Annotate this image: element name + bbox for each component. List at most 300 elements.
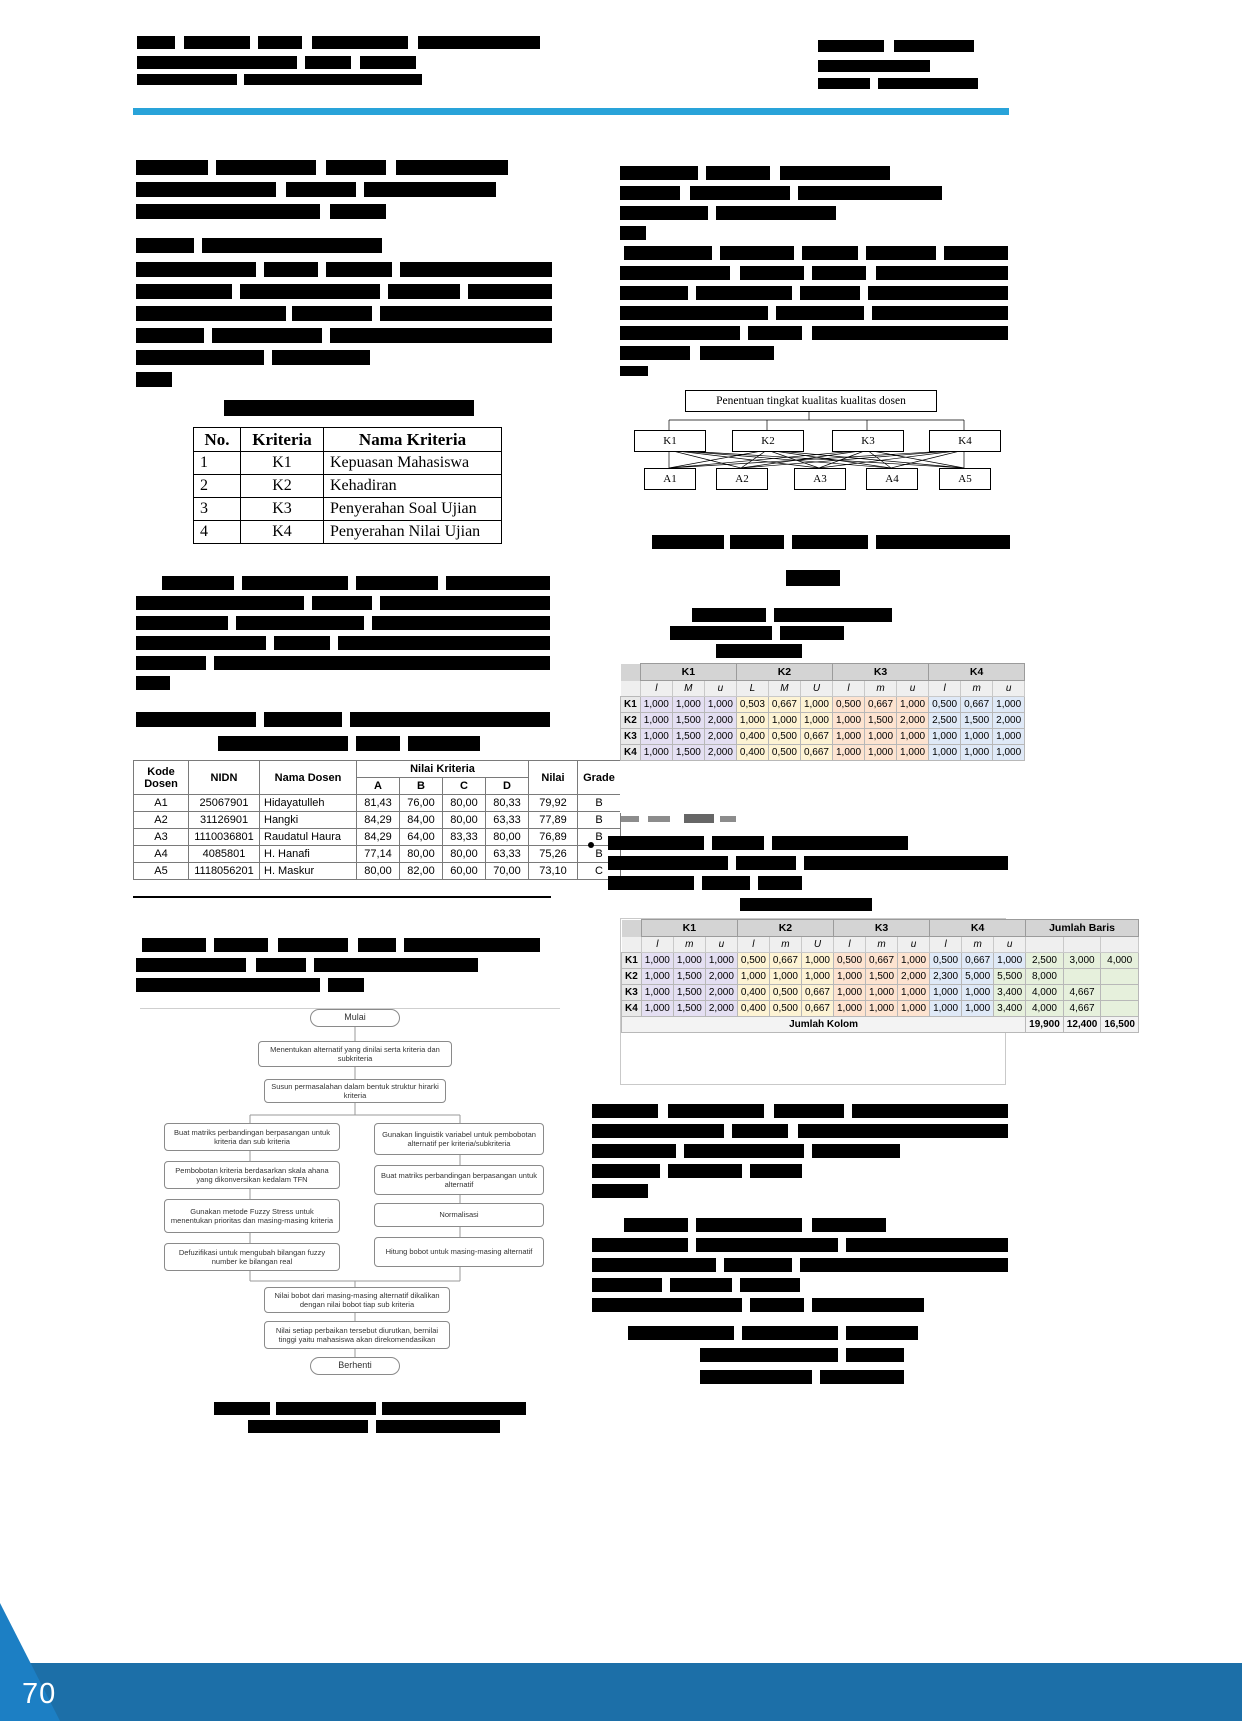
cell-nama: H. Maskur [260,863,357,880]
body-right-line-20c [812,1144,900,1158]
cell-jumlah: 4,667 [1063,1001,1101,1017]
cell: 1,000 [736,713,768,729]
body-right-line-24b [696,1238,838,1252]
cell: 2,000 [897,713,929,729]
cell-jumlah: 5,500 [994,969,1026,985]
body-left-line-16 [136,676,170,690]
cell: 1,000 [865,729,897,745]
body-right-line-4 [620,226,646,240]
row-label-k3: K3 [621,729,641,745]
sub-h-12 [1026,937,1064,953]
body-right-line-30a [700,1370,812,1384]
table-kriteria-header-row [194,428,502,452]
body-right-line-19b [732,1124,788,1138]
body-right-line-25a [592,1258,716,1272]
cell-no: 4 [194,521,241,544]
hierarchy-goal: Penentuan tingkat kualitas kualitas dosen [685,390,937,412]
cell-jumlah: 4,667 [1063,985,1101,1001]
cell: 1,500 [673,1001,705,1017]
cell: 2,500 [929,713,961,729]
body-left-line-2c [364,182,496,197]
header-right-bar-2 [894,40,974,52]
body-right-line-2b [690,186,790,200]
table-row [134,846,621,863]
sub-h-13 [1063,937,1101,953]
sub-h-1: M [672,681,704,697]
body-left-line-13a [136,616,228,630]
cell-no: 2 [194,475,241,498]
cell-jumlah [1063,969,1101,985]
row-label-k2: K2 [621,713,641,729]
body-left-line-15b [214,656,550,670]
cell: 1,500 [673,985,705,1001]
sub-h-6: l [832,681,864,697]
matrix-fuzzy-group-header [621,664,1025,681]
cell: 1,000 [993,697,1025,713]
hierarchy-diagram [619,390,999,505]
header-right-bar-1 [818,40,884,52]
cell: 0,400 [736,729,768,745]
matrix-jumlah-sub-header [622,937,1139,953]
cell: 1,000 [640,713,672,729]
cell: 2,000 [704,745,736,761]
matrix-row [622,985,1139,1001]
cell: 1,000 [930,985,962,1001]
table-row [194,475,502,498]
cell: 1,000 [929,745,961,761]
cell: 2,000 [705,969,737,985]
body-right-line-21c [750,1164,802,1178]
cell: 0,667 [800,745,832,761]
cell: 1,500 [866,969,898,985]
body-right-line-27c [812,1298,924,1312]
matrix-fuzzy-caption-bar-2 [648,816,670,822]
body-left-line-4a [136,238,194,253]
matrix-jumlah [621,919,1139,1033]
cell-kode: A1 [134,795,189,812]
cell-c: 83,33 [443,829,486,846]
cell: 1,500 [672,713,704,729]
row-label-k2: K2 [622,969,642,985]
body-right-line-25b [724,1258,792,1272]
hierarchy-caption-bar-4 [876,535,1010,549]
cell-nilai: 73,10 [529,863,578,880]
cell: 1,500 [961,713,993,729]
body-left-line-4b [202,238,382,253]
cell-d: 80,33 [486,795,529,812]
th-nidn: NIDN [189,761,260,795]
cell-kriteria: K1 [241,452,324,475]
matrix-jumlah-wrap [620,918,1135,1085]
cell: 1,000 [865,745,897,761]
body-right-line-24c [846,1238,1008,1252]
cell-jumlah: 3,000 [1063,953,1101,969]
body-right-line-23b [696,1218,802,1232]
sub-h-5: U [801,937,833,953]
sub-h-3: l [737,937,769,953]
body-left-line-19c [278,938,348,952]
cell: 1,000 [866,985,898,1001]
flow-step-2: Susun permasalahan dalam bentuk struktur hirarki kriteria [264,1079,446,1103]
body-left-line-19d [358,938,396,952]
cell: 0,667 [866,953,898,969]
body-left-line-14c [338,636,550,650]
body-right-line-15c [772,836,908,850]
sub-h-0: l [640,681,672,697]
cell: 1,000 [898,953,930,969]
body-left-line-21b [328,978,364,992]
header-title-bar-9 [137,74,237,85]
body-right-line-6d [876,266,1008,280]
group-k4: K4 [929,664,1025,681]
cell: 1,000 [641,953,673,969]
body-left-line-20c [314,958,478,972]
body-right-line-28c [846,1326,918,1340]
cell: 2,000 [898,969,930,985]
body-right-line-26a [592,1278,662,1292]
flowchart-caption-bar-4 [248,1420,368,1433]
body-left-line-11d [446,576,550,590]
cell-nama: Hidayatulleh [260,795,357,812]
th-sub-b: B [400,778,443,795]
hierarchy-criterion-k2: K2 [732,430,804,452]
body-left-line-12c [380,596,550,610]
cell-jumlah [1101,985,1139,1001]
body-left-line-1a [136,160,208,175]
cell: 0,500 [737,953,769,969]
th-nama-dosen: Nama Dosen [260,761,357,795]
cell-jumlah: 3,400 [994,1001,1026,1017]
cell-nilai: 79,92 [529,795,578,812]
body-left-line-14b [274,636,330,650]
matrix-row [621,713,1025,729]
body-right-line-7d [868,286,1008,300]
cell: 0,667 [801,985,833,1001]
sub-h-11: u [994,937,1026,953]
body-left-line-7b [292,306,372,321]
cell: 2,000 [993,713,1025,729]
cell-jumlah: 4,000 [1101,953,1139,969]
body-right-line-7b [696,286,792,300]
cell-nama: Kehadiran [324,475,502,498]
flowchart-caption-bar-5 [376,1420,500,1433]
table-row [134,812,621,829]
sub-h-11: u [993,681,1025,697]
cell: 0,500 [768,745,800,761]
body-right-line-6c [812,266,866,280]
cell: 1,000 [897,729,929,745]
th-nilai-kriteria: Nilai Kriteria [357,761,529,778]
cell-nilai: 76,89 [529,829,578,846]
body-right-line-9c [812,326,1008,340]
body-right-line-15a [608,836,704,850]
flowchart-caption-bar-3 [382,1402,526,1415]
table-row [194,498,502,521]
cell-a: 77,14 [357,846,400,863]
header-title-bar-2 [184,36,250,49]
body-left-line-15a [136,656,206,670]
cell: 1,500 [673,969,705,985]
cell: 0,500 [930,953,962,969]
body-left-line-17a [136,712,256,727]
flow-step-6: Defuzifikasi untuk mengubah bilangan fuzzy number ke bilangan real [164,1243,340,1271]
cell-b: 64,00 [400,829,443,846]
cell-b: 80,00 [400,846,443,863]
cell-nama: Hangki [260,812,357,829]
cell-nidn: 31126901 [189,812,260,829]
cell-jumlah [1101,969,1139,985]
cell: 0,667 [961,697,993,713]
cell: 0,500 [929,697,961,713]
cell-d: 80,00 [486,829,529,846]
cell: 1,000 [961,745,993,761]
matrix-fuzzy-caption-bar-1 [621,816,639,822]
body-left-line-17c [350,712,550,727]
cell-no: 1 [194,452,241,475]
flow-step-5: Gunakan metode Fuzzy Stress untuk menentukan prioritas dan masing-masing kriteria [164,1199,340,1233]
body-right-line-17a [608,876,694,890]
matrix-fuzzy-sub-header [621,681,1025,697]
cell-kode: A2 [134,812,189,829]
body-left-line-14a [136,636,266,650]
cell: 0,667 [962,953,994,969]
page-number: 70 [22,1678,57,1710]
cell-c: 80,00 [443,812,486,829]
body-right-line-16a [608,856,728,870]
cell: 1,000 [800,697,832,713]
header-right-bar-4 [818,78,870,89]
sub-h-0: l [641,937,673,953]
body-right-line-18d [852,1104,1008,1118]
header-title-bar-7 [305,56,351,69]
body-right-line-15b [712,836,764,850]
body-right-line-5d [866,246,936,260]
table-nilai-bottom-rule [133,896,551,898]
cell: 1,500 [672,745,704,761]
cell: 0,500 [832,697,864,713]
matrix-row [622,969,1139,985]
cell: 1,000 [800,713,832,729]
body-right-line-25c [800,1258,1008,1272]
cell-b: 76,00 [400,795,443,812]
cell: 0,667 [801,1001,833,1017]
cell: 1,000 [801,969,833,985]
cell: 1,000 [640,729,672,745]
row-label-k1: K1 [621,697,641,713]
cell: 1,500 [672,729,704,745]
cell-kriteria: K4 [241,521,324,544]
body-left-line-7a [136,306,286,321]
cell: 0,667 [768,697,800,713]
body-right-line-16b [736,856,796,870]
matrix-jumlah-caption-bar [740,898,872,911]
cell: 1,000 [961,729,993,745]
th-sub-c: C [443,778,486,795]
cell-nilai: 75,26 [529,846,578,863]
bullet-dot [588,842,594,848]
matrix-jumlah-footer-row [622,1017,1139,1033]
header-title-bar-6 [137,56,297,69]
table-row [134,795,621,812]
matrix-jumlah-group-header [622,920,1139,937]
cell: 1,000 [673,953,705,969]
body-right-line-7c [800,286,860,300]
body-left-line-13b [236,616,364,630]
hierarchy-criterion-k4: K4 [929,430,1001,452]
cell-kode: A4 [134,846,189,863]
sub-h-7: m [865,681,897,697]
cell-b: 84,00 [400,812,443,829]
cell: 1,000 [832,729,864,745]
cell-nidn: 4085801 [189,846,260,863]
cell-nama: Raudatul Haura [260,829,357,846]
matrix-fuzzy [620,663,1025,761]
cell-grade: B [578,846,621,863]
body-right-line-5a [624,246,712,260]
sub-h-5: U [800,681,832,697]
matrix-row [622,953,1139,969]
flow-step-12: Nilai setiap perbaikan tersebut diurutkan, bernilai tinggi yaitu mahasiswa akan direkomendasikan [264,1321,450,1349]
hierarchy-alternative-a1: A1 [644,468,696,490]
cell: 0,503 [736,697,768,713]
body-left-line-18b [356,736,400,751]
body-left-line-19e [404,938,540,952]
header-accent-rule [133,108,1009,115]
body-left-line-1d [396,160,508,175]
cell-a: 80,00 [357,863,400,880]
cell-grade: B [578,795,621,812]
header-title-bar-3 [258,36,302,49]
hierarchy-alternative-a2: A2 [716,468,768,490]
body-left-line-18c [408,736,480,751]
group-k3: K3 [833,920,929,937]
body-right-line-16c [804,856,1008,870]
footer-value-3: 16,500 [1101,1017,1139,1033]
body-right-line-10a [620,346,690,360]
body-left-line-19a [142,938,206,952]
flow-start: Mulai [310,1009,400,1027]
hierarchy-subcaption-bar [786,570,840,586]
row-label-k4: K4 [622,1001,642,1017]
th-kriteria: Kriteria [241,428,324,452]
cell-a: 81,43 [357,795,400,812]
flow-step-3: Buat matriks perbandingan berpasangan untuk kriteria dan sub kriteria [164,1123,340,1151]
cell-a: 84,29 [357,812,400,829]
body-right-line-27b [750,1298,804,1312]
sub-h-4: m [769,937,801,953]
cell-nidn: 1110036801 [189,829,260,846]
body-left-line-17b [264,712,342,727]
cell-d: 70,00 [486,863,529,880]
body-left-line-18a [218,736,348,751]
group-k2: K2 [737,920,833,937]
body-right-line-28b [742,1326,838,1340]
cell: 1,000 [768,713,800,729]
flow-step-4: Pembobotan kriteria berdasarkan skala ahana yang dikonversikan kedalam TFN [164,1161,340,1189]
cell: 0,500 [768,729,800,745]
body-right-line-1c [780,166,890,180]
body-right-line-2c [798,186,942,200]
table-row [134,829,621,846]
cell: 1,000 [866,1001,898,1017]
hierarchy-caption-bar-2 [730,535,784,549]
sub-h-6: l [833,937,865,953]
cell-grade: C [578,863,621,880]
cell: 1,000 [704,697,736,713]
matrix-row [621,729,1025,745]
body-left-line-9a [136,350,264,365]
cell: 1,000 [737,969,769,985]
footer-value-2: 12,400 [1063,1017,1101,1033]
cell: 0,667 [800,729,832,745]
cell: 1,000 [832,713,864,729]
hierarchy-criterion-k3: K3 [832,430,904,452]
body-right-line-23a [624,1218,688,1232]
body-right-line-29a [700,1348,838,1362]
sub-h-10: m [961,681,993,697]
body-right-line-8c [872,306,1008,320]
sub-h-9: l [930,937,962,953]
cell: 1,000 [897,745,929,761]
cell: 1,000 [993,745,1025,761]
cell: 0,400 [737,1001,769,1017]
th-kode-dosen: Kode Dosen [134,761,189,795]
sub-h-2: u [705,937,737,953]
cell: 1,000 [898,1001,930,1017]
cell: 1,000 [962,985,994,1001]
cell: 1,000 [640,697,672,713]
body-left-line-11a [162,576,234,590]
sub-h-3: L [736,681,768,697]
sub-h-1: m [673,937,705,953]
matrix-row [621,697,1025,713]
flow-step-9: Normalisasi [374,1203,544,1227]
cell: 2,000 [705,985,737,1001]
header-right-bar-3 [818,60,930,72]
group-k1: K1 [640,664,736,681]
cell: 1,000 [801,953,833,969]
body-right-line-8a [620,306,768,320]
body-right-line-11 [620,366,648,376]
body-left-line-5b [264,262,318,277]
cell: 1,000 [833,969,865,985]
body-right-line-13a [670,626,772,640]
body-right-line-18b [668,1104,764,1118]
flowchart-caption-bar-1 [214,1402,270,1415]
body-left-line-11c [356,576,438,590]
cell-no: 3 [194,498,241,521]
table-nilai-kriteria [133,760,621,880]
body-right-line-19c [798,1124,1008,1138]
cell-jumlah: 4,000 [1026,1001,1064,1017]
cell-c: 80,00 [443,846,486,863]
cell: 0,500 [769,985,801,1001]
body-right-line-9a [620,326,740,340]
body-left-line-2a [136,182,276,197]
body-right-line-17b [702,876,750,890]
body-left-line-8b [212,328,322,343]
cell-c: 80,00 [443,795,486,812]
body-left-line-7c [380,306,552,321]
matrix-row [622,1001,1139,1017]
body-left-line-20a [136,958,246,972]
body-left-line-6b [240,284,380,299]
flow-end: Berhenti [310,1357,400,1375]
cell: 0,400 [737,985,769,1001]
cell: 0,667 [865,697,897,713]
body-right-line-26b [670,1278,732,1292]
body-right-line-17c [758,876,802,890]
